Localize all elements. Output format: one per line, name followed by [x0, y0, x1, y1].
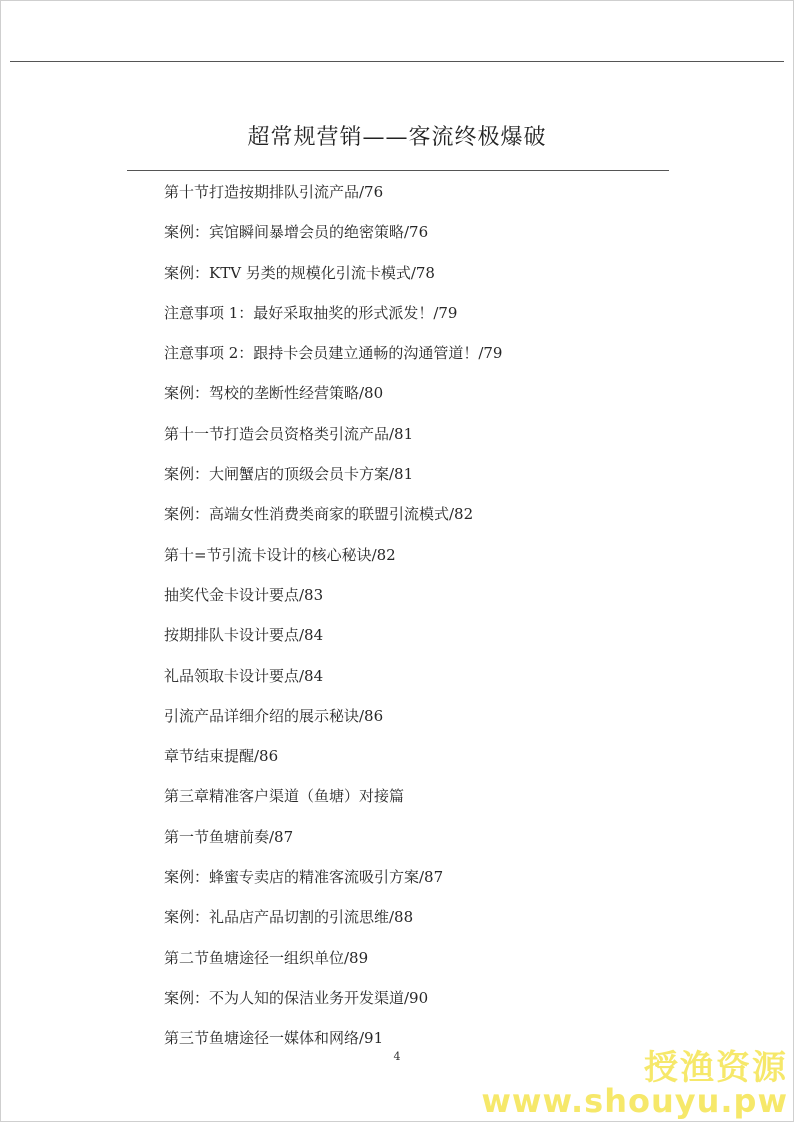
toc-entry: 引流产品详细介绍的展示秘诀/86 [164, 706, 384, 725]
toc-entry: 注意事项 1：最好采取抽奖的形式派发！/79 [164, 303, 458, 322]
toc-entry: 礼品领取卡设计要点/84 [164, 666, 324, 685]
toc-entry: 第十节打造按期排队引流产品/76 [164, 183, 384, 201]
toc-entry: 第一节鱼塘前奏/87 [164, 827, 294, 846]
toc-entry: 案例：高端女性消费类商家的联盟引流模式/82 [164, 505, 474, 524]
toc-entry: 案例：驾校的垄断性经营策略/80 [164, 384, 384, 403]
header-rule [10, 61, 784, 62]
table-of-contents [164, 180, 684, 1067]
toc-entry: 案例：不为人知的保洁业务开发渠道/90 [164, 988, 429, 1007]
toc-entry: 第二节鱼塘途径一组织单位/89 [164, 948, 369, 967]
page-number: 4 [393, 1050, 401, 1063]
toc-entry: 第三节鱼塘途径一媒体和网络/91 [164, 1029, 384, 1048]
toc-entry: 第十=节引流卡设计的核心秘诀/82 [164, 545, 396, 564]
toc-entry: 案例：蜂蜜专卖店的精准客流吸引方案/87 [164, 868, 444, 887]
toc-entry: 第三章精准客户渠道（鱼塘）对接篇 [164, 787, 405, 806]
toc-entry: 案例：宾馆瞬间暴增会员的绝密策略/76 [164, 223, 429, 242]
toc-entry: 注意事项 2：跟持卡会员建立通畅的沟通管道！/79 [164, 344, 503, 363]
document-title: 超常规营销——客流终极爆破 [247, 125, 547, 150]
watermark-url: www.shouyu.pw [481, 1082, 788, 1120]
toc-entry: 第十一节打造会员资格类引流产品/81 [164, 424, 414, 443]
toc-entry: 按期排队卡设计要点/84 [164, 626, 324, 645]
toc-entry: 案例：KTV 另类的规模化引流卡模式/78 [164, 263, 435, 282]
toc-entry: 章节结束提醒/86 [164, 747, 279, 766]
toc-entry: 案例：礼品店产品切割的引流思维/88 [164, 908, 414, 927]
toc-entry: 案例：大闸蟹店的顶级会员卡方案/81 [164, 465, 414, 484]
toc-entry: 抽奖代金卡设计要点/83 [164, 585, 324, 604]
watermark-brand: 授渔资源 [644, 1048, 788, 1088]
title-underline [127, 170, 669, 171]
